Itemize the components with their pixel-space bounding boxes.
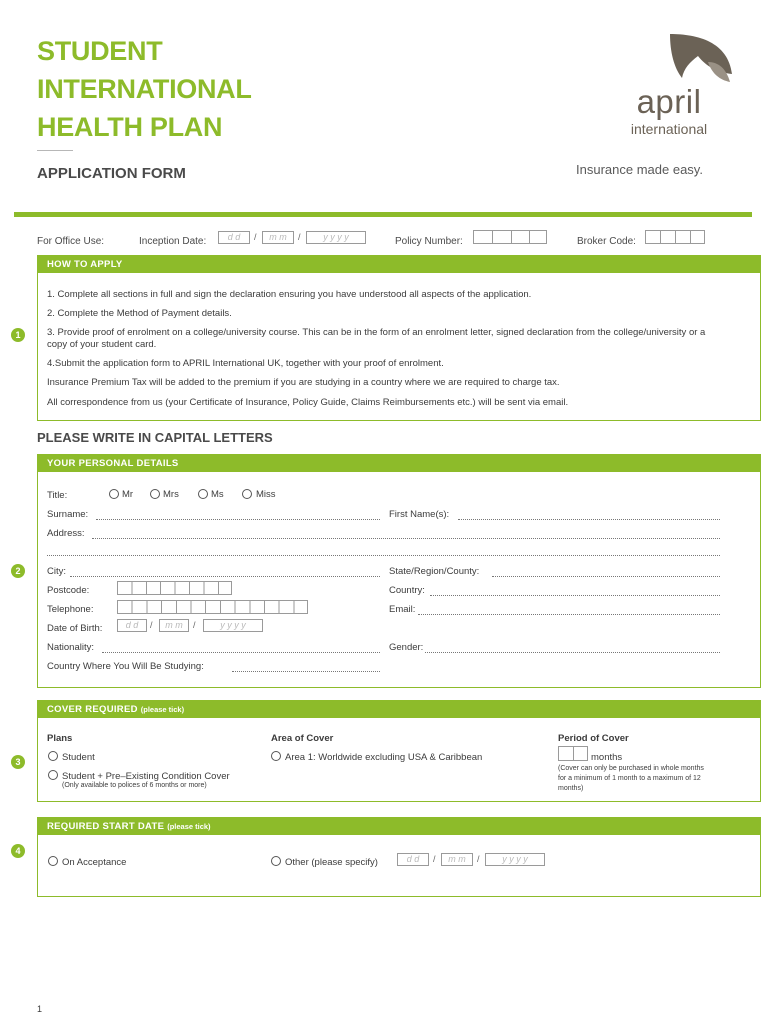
postcode-label: Postcode: xyxy=(47,585,90,596)
cover-required-heading: COVER REQUIRED (please tick) xyxy=(37,700,761,718)
state-field[interactable] xyxy=(492,576,720,577)
gender-field[interactable] xyxy=(425,652,720,653)
months-field[interactable] xyxy=(558,746,588,761)
april-leaf-logo-icon xyxy=(668,32,734,90)
title-mr-label: Mr xyxy=(122,489,134,500)
plan-preexisting-label: Student + Pre–Existing Condition Cover xyxy=(62,771,230,782)
logo-wordmark: april xyxy=(636,83,702,120)
date-slash: / xyxy=(433,854,436,864)
area-label: Area of Cover xyxy=(271,733,334,744)
date-slash: / xyxy=(477,854,480,864)
dob-month-field[interactable]: m m xyxy=(159,619,189,632)
period-label: Period of Cover xyxy=(558,733,629,744)
plan-student-label: Student xyxy=(62,752,95,763)
date-slash: / xyxy=(150,620,153,630)
instruction-4: 4.Submit the application form to APRIL International UK, together with your proof of enrolment. xyxy=(47,358,444,369)
title-line-2: INTERNATIONAL xyxy=(37,74,252,104)
correspondence-note: All correspondence from us (your Certificate of Insurance, Policy Guide, Claims Reimbursements etc.) will be sent via email. xyxy=(47,397,569,408)
other-date-radio[interactable] xyxy=(271,856,281,866)
start-year-field[interactable]: y y y y xyxy=(485,853,545,866)
inception-month-field[interactable]: m m xyxy=(262,231,294,244)
email-label: Email: xyxy=(389,604,416,615)
first-names-label: First Name(s): xyxy=(389,509,450,520)
dob-day-field[interactable]: d d xyxy=(117,619,147,632)
section-number-3: 3 xyxy=(11,755,25,769)
surname-field[interactable] xyxy=(96,519,380,520)
telephone-label: Telephone: xyxy=(47,604,94,615)
area-1-radio[interactable] xyxy=(271,751,281,761)
header-divider xyxy=(14,212,752,217)
state-label: State/Region/County: xyxy=(389,566,480,577)
plan-preexisting-radio[interactable] xyxy=(48,770,58,780)
nationality-label: Nationality: xyxy=(47,642,94,653)
title-line-1: STUDENT xyxy=(37,36,163,66)
title-miss-radio[interactable] xyxy=(242,489,252,499)
email-field[interactable] xyxy=(418,614,720,615)
on-acceptance-radio[interactable] xyxy=(48,856,58,866)
date-slash: / xyxy=(254,232,257,242)
tagline: Insurance made easy. xyxy=(576,162,703,177)
gender-label: Gender: xyxy=(389,642,424,653)
policy-number-label: Policy Number: xyxy=(395,236,463,247)
broker-code-label: Broker Code: xyxy=(577,236,636,247)
page-title xyxy=(37,32,252,146)
capitals-notice: PLEASE WRITE IN CAPITAL LETTERS xyxy=(37,430,273,445)
city-field[interactable] xyxy=(70,576,380,577)
page-number: 1 xyxy=(37,1004,43,1014)
title-mrs-label: Mrs xyxy=(163,489,179,500)
plans-label: Plans xyxy=(47,733,73,744)
title-mrs-radio[interactable] xyxy=(150,489,160,499)
section-number-2: 2 xyxy=(11,564,25,578)
city-label: City: xyxy=(47,566,66,577)
logo-subtitle: international xyxy=(630,121,708,137)
tax-note: Insurance Premium Tax will be added to the premium if you are studying in a country where we are required to charge tax. xyxy=(47,377,560,388)
start-day-field[interactable]: d d xyxy=(397,853,429,866)
postcode-field[interactable] xyxy=(117,581,232,595)
how-to-apply-heading: HOW TO APPLY xyxy=(37,255,761,273)
instruction-3: 3. Provide proof of enrolment on a college/university course. This can be in the form of an enrolment letter, signed declaration from the college/university or a copy of your student card. xyxy=(47,327,706,350)
nationality-field[interactable] xyxy=(102,652,380,653)
title-ms-label: Ms xyxy=(211,489,224,500)
surname-label: Surname: xyxy=(47,509,89,520)
country-studying-field[interactable] xyxy=(232,671,380,672)
date-slash: / xyxy=(193,620,196,630)
broker-code-field[interactable] xyxy=(645,230,705,244)
personal-details-heading: YOUR PERSONAL DETAILS xyxy=(37,454,761,472)
form-label: APPLICATION FORM xyxy=(37,165,186,182)
telephone-field[interactable] xyxy=(117,600,308,614)
date-slash: / xyxy=(298,232,301,242)
title-divider xyxy=(37,150,73,151)
instruction-1: 1. Complete all sections in full and sign the declaration ensuring you have understood all aspects of the application. xyxy=(47,289,532,300)
title-line-3: HEALTH PLAN xyxy=(37,112,223,142)
plan-note: (Only available to polices of 6 months or more) xyxy=(62,782,207,789)
months-label: months xyxy=(591,752,623,763)
title-ms-radio[interactable] xyxy=(198,489,208,499)
inception-year-field[interactable]: y y y y xyxy=(306,231,366,244)
section-number-1: 1 xyxy=(11,328,25,342)
on-acceptance-label: On Acceptance xyxy=(62,857,127,868)
country-studying-label: Country Where You Will Be Studying: xyxy=(47,661,204,672)
period-note: (Cover can only be purchased in whole months for a minimum of 1 month to a maximum of 12 months) xyxy=(558,765,704,792)
first-names-field[interactable] xyxy=(458,519,720,520)
title-mr-radio[interactable] xyxy=(109,489,119,499)
plan-student-radio[interactable] xyxy=(48,751,58,761)
instruction-2: 2. Complete the Method of Payment details. xyxy=(47,308,232,319)
dob-year-field[interactable]: y y y y xyxy=(203,619,263,632)
section-number-4: 4 xyxy=(11,844,25,858)
area-1-label: Area 1: Worldwide excluding USA & Caribbean xyxy=(285,752,483,763)
inception-date-label: Inception Date: xyxy=(139,236,207,247)
policy-number-field[interactable] xyxy=(473,230,547,244)
dob-label: Date of Birth: xyxy=(47,623,103,634)
start-month-field[interactable]: m m xyxy=(441,853,473,866)
address-label: Address: xyxy=(47,528,85,539)
inception-day-field[interactable]: d d xyxy=(218,231,250,244)
address-field-line-2[interactable] xyxy=(47,555,720,556)
office-use-label: For Office Use: xyxy=(37,236,105,247)
title-label: Title: xyxy=(47,490,68,501)
start-date-heading: REQUIRED START DATE (please tick) xyxy=(37,817,761,835)
other-date-label: Other (please specify) xyxy=(285,857,378,868)
country-field[interactable] xyxy=(430,595,720,596)
address-field-line-1[interactable] xyxy=(92,538,720,539)
country-label: Country: xyxy=(389,585,425,596)
title-miss-label: Miss xyxy=(256,489,276,500)
